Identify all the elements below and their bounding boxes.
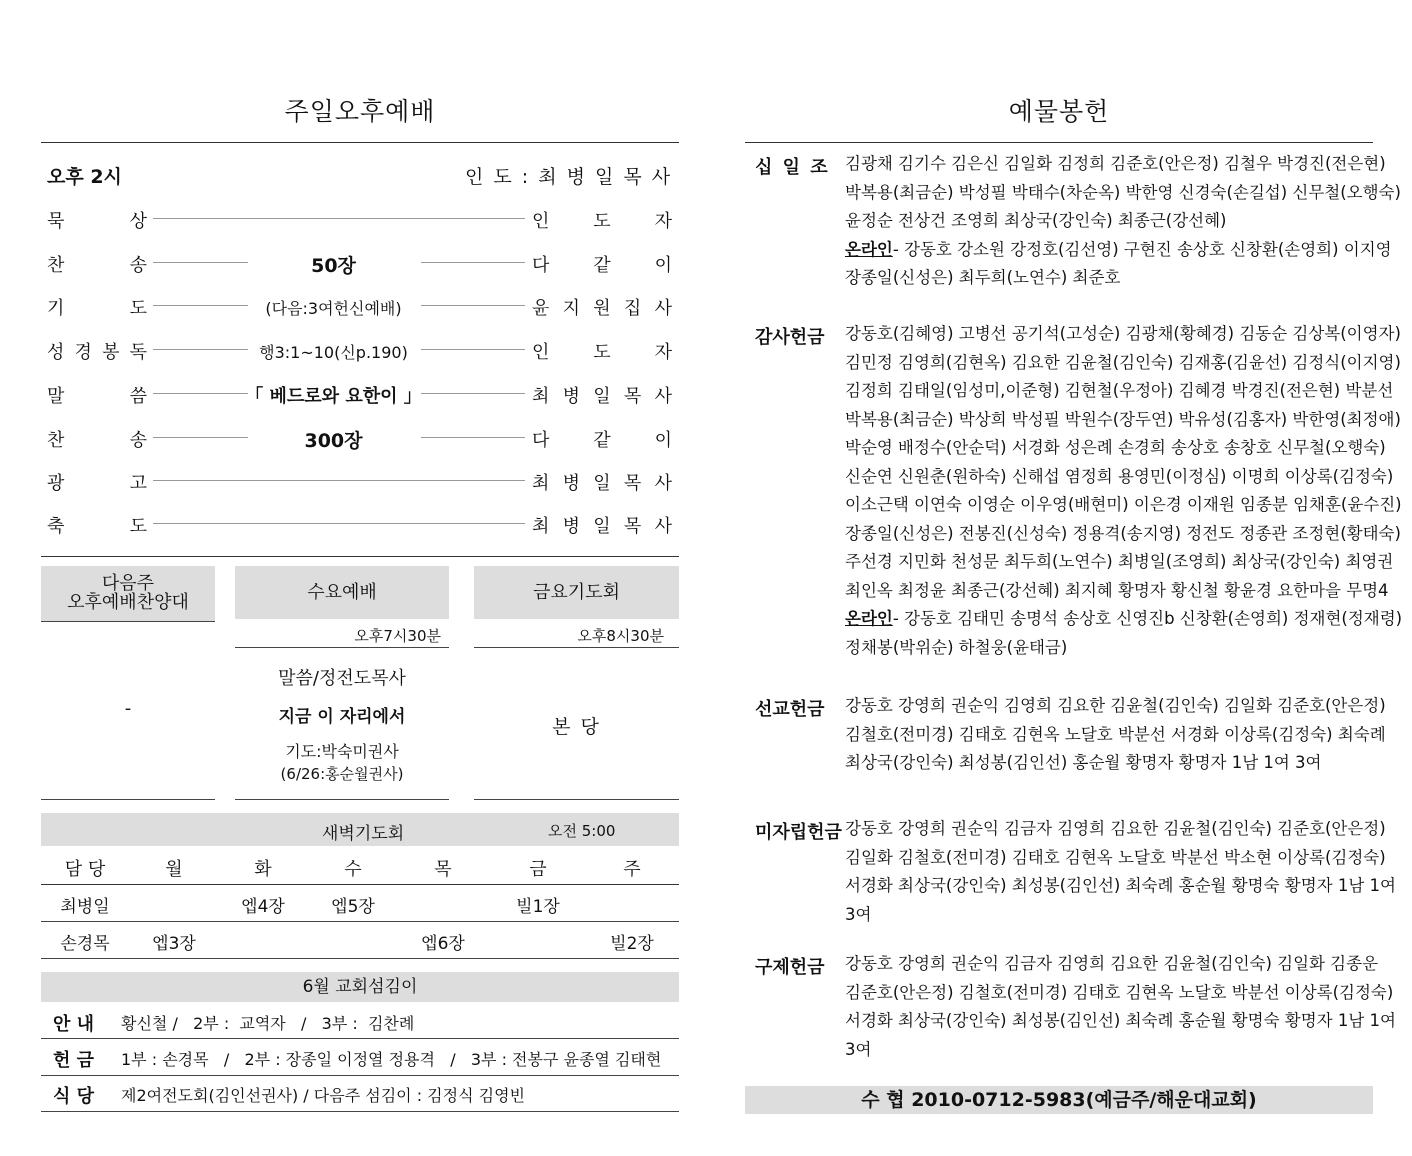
donor-line: 윤정순 전상건 조영희 최상국(강인숙) 최종근(강선혜) bbox=[845, 211, 1227, 230]
leader-line bbox=[153, 218, 525, 219]
servant-row-rule bbox=[41, 1075, 679, 1076]
dawn-cell: 손경목 bbox=[60, 934, 110, 954]
service-leader: 인 도 : 최 병 일 목 사 bbox=[465, 166, 673, 188]
fri-place: 본 당 bbox=[552, 716, 601, 738]
donor-line: 김민정 김영희(김현옥) 김요한 김윤철(김인숙) 김재홍(김윤선) 김정식(이지영) bbox=[845, 352, 1401, 372]
service-row bbox=[41, 422, 679, 452]
online-donor-names: 정채봉(박위순) 하철웅(윤태금) bbox=[845, 637, 1068, 657]
donor-line: 강동호(김혜영) 고병선 공기석(고성순) 김광채(황혜경) 김동순 김상복(이영자) bbox=[845, 324, 1401, 343]
donor-line: 박순영 배정수(안순덕) 서경화 성은례 손경희 송상호 송창호 신무철(오행숙) bbox=[845, 438, 1386, 457]
dawn-cell: 엡3장 bbox=[152, 934, 196, 954]
left-title-rule bbox=[41, 142, 679, 143]
dawn-header-cell: 목 bbox=[434, 859, 452, 880]
leader-line bbox=[421, 305, 525, 306]
wed-preacher: 말씀/정전도목사 bbox=[278, 668, 406, 689]
wed-prayer-next: (6/26:홍순월권사) bbox=[280, 765, 404, 783]
service-row bbox=[41, 334, 679, 364]
service-row-person: 다 같 이 bbox=[532, 255, 672, 276]
donor-line: 박복용(최금순) 박성필 박태수(차순옥) 박한영 신경숙(손길섭) 신무철(오행숙) bbox=[845, 182, 1401, 202]
donor-line: 김광채 김기수 김은신 김일화 김정희 김준호(안은정) 김철우 박경진(전은현) bbox=[845, 154, 1386, 173]
choir-header-rule bbox=[41, 621, 215, 622]
right-title: 예물봉헌 bbox=[1008, 97, 1110, 126]
offering-donors bbox=[845, 320, 1403, 662]
leader-line bbox=[153, 523, 525, 524]
donor-line: 주선경 지민화 천성문 최두희(노연수) 최병일(조영희) 최상국(강인숙) 최영권 bbox=[845, 552, 1394, 571]
dawn-title: 새벽기도회 bbox=[322, 824, 405, 844]
dawn-cell: 엡5장 bbox=[331, 897, 375, 917]
wed-header: 수요예배 bbox=[235, 566, 449, 619]
dawn-header-cell: 금 bbox=[529, 859, 547, 880]
offering-donors bbox=[845, 150, 1401, 293]
leader-line bbox=[153, 437, 248, 438]
donor-line: 3여 bbox=[845, 1039, 872, 1059]
online-donor-line bbox=[845, 264, 1365, 293]
service-row-label: 성 경 봉 독 bbox=[47, 342, 147, 363]
offering-donors bbox=[845, 950, 1396, 1064]
service-time: 오후 2시 bbox=[47, 166, 122, 188]
right-title-rule bbox=[745, 142, 1373, 143]
wed-prayer: 기도:박숙미권사 bbox=[285, 742, 399, 761]
fri-header: 금요기도회 bbox=[474, 566, 679, 619]
servants-title: 6월 교회섬김이 bbox=[41, 972, 679, 1002]
choir-header bbox=[41, 566, 215, 621]
online-donor-line bbox=[845, 236, 1392, 265]
donor-line: 김준호(안은정) 김철호(전미경) 김태호 김현옥 노달호 박분선 이상록(김정숙) bbox=[845, 982, 1394, 1002]
servant-row-rule bbox=[41, 1111, 679, 1112]
donor-line: 강동호 강영희 권순익 김영희 김요한 김윤철(김인숙) 김일화 김준호(안은정) bbox=[845, 696, 1386, 715]
leader-line bbox=[153, 349, 248, 350]
leader-line bbox=[153, 262, 248, 263]
service-row bbox=[41, 290, 679, 320]
fri-time-rule bbox=[474, 647, 679, 648]
dawn-row-rule bbox=[41, 884, 679, 885]
wed-bottom-rule bbox=[235, 799, 449, 800]
service-row-detail: 50장 bbox=[311, 255, 356, 277]
donor-line: 장종일(신성은) 전봉진(신성숙) 정용격(송지영) 정전도 정종관 조정현(황태숙) bbox=[845, 523, 1401, 543]
leader-line bbox=[421, 437, 525, 438]
offering-category: 십 일 조 bbox=[755, 157, 830, 178]
fri-time: 오후8시30분 bbox=[577, 627, 664, 645]
service-row-person: 인 도 자 bbox=[532, 342, 672, 363]
service-row-label: 찬 송 bbox=[47, 255, 147, 276]
donor-line: 서경화 최상국(강인숙) 최성봉(김인선) 최숙례 홍순월 황명숙 황명자 1남 1여 bbox=[845, 1011, 1396, 1030]
fri-bottom-rule bbox=[474, 799, 679, 800]
choir-value: - bbox=[124, 698, 132, 719]
online-donor-names: - 강동호 김태민 송명석 송상호 신영진b 신창환(손영희) 정재현(정재령) bbox=[892, 609, 1403, 628]
offering-category: 감사헌금 bbox=[755, 327, 825, 348]
service-row-label: 광 고 bbox=[47, 473, 147, 494]
servant-names: 1부 : 손경목 / 2부 : 장종일 이정열 정용격 / 3부 : 전봉구 윤종열 김태현 bbox=[121, 1050, 662, 1069]
dawn-header-cell: 수 bbox=[344, 859, 362, 880]
choir-title-line2: 오후예배찬양대 bbox=[67, 592, 189, 613]
dawn-header-cell: 담 당 bbox=[64, 859, 106, 880]
online-donor-names: - 강동호 강소원 강정호(김선영) 구현진 송상호 신창환(손영희) 이지영 bbox=[892, 239, 1392, 259]
servant-names: 제2여전도회(김인선권사) / 다음주 섬김이 : 김정식 김영빈 bbox=[121, 1086, 525, 1105]
dawn-time: 오전 5:00 bbox=[548, 822, 616, 840]
dawn-row-rule bbox=[41, 958, 679, 959]
donor-line: 신순연 신원춘(원하숙) 신해섭 염정희 용영민(이정심) 이명희 이상록(김정숙) bbox=[845, 466, 1394, 486]
dawn-header-cell: 화 bbox=[254, 859, 272, 880]
service-row bbox=[41, 203, 679, 233]
service-row bbox=[41, 465, 679, 495]
donor-line: 이소근택 이연숙 이영순 이우영(배현미) 이은경 이재원 임종분 임채훈(윤수진) bbox=[845, 495, 1402, 514]
leader-line bbox=[153, 305, 248, 306]
offering-donors bbox=[845, 692, 1386, 778]
leader-line bbox=[153, 480, 525, 481]
service-row bbox=[41, 378, 679, 408]
service-row bbox=[41, 508, 679, 538]
dawn-cell: 빌2장 bbox=[610, 934, 654, 954]
donor-line: 최상국(강인숙) 최성봉(김인선) 홍순월 황명자 황명자 1남 1여 3여 bbox=[845, 753, 1322, 772]
online-label: 온라인 bbox=[845, 609, 893, 628]
offering-category: 미자립헌금 bbox=[755, 822, 842, 843]
service-row-detail: 「 베드로와 요한이 」 bbox=[245, 386, 422, 407]
donor-line: 서경화 최상국(강인숙) 최성봉(김인선) 최숙례 홍순월 황명숙 황명자 1남 1여 bbox=[845, 876, 1396, 895]
service-row-label: 기 도 bbox=[47, 298, 147, 319]
donor-line: 강동호 강영희 권순익 김금자 김영희 김요한 김윤철(김인숙) 김일화 김종운 bbox=[845, 954, 1379, 973]
donor-line: 강동호 강영희 권순익 김금자 김영희 김요한 김윤철(김인숙) 김준호(안은정) bbox=[845, 819, 1386, 838]
online-donor-line bbox=[845, 605, 1403, 634]
choir-title-line1: 다음주 bbox=[101, 573, 155, 594]
leader-line bbox=[421, 393, 525, 394]
service-row-detail: 행3:1~10(신p.190) bbox=[259, 343, 408, 362]
choir-bottom-rule bbox=[41, 799, 215, 800]
service-row-label: 찬 송 bbox=[47, 430, 147, 451]
dawn-cell: 빌1장 bbox=[516, 897, 560, 917]
wed-time-rule bbox=[235, 647, 449, 648]
servant-role: 안 내 bbox=[53, 1014, 95, 1035]
service-row-person: 다 같 이 bbox=[532, 430, 672, 451]
wed-sermon-title: 지금 이 자리에서 bbox=[278, 707, 406, 727]
dawn-cell: 엡6장 bbox=[421, 934, 465, 954]
dawn-header-cell: 주 bbox=[623, 859, 641, 880]
leader-line bbox=[421, 349, 525, 350]
service-row-label: 축 도 bbox=[47, 516, 147, 537]
service-bottom-rule bbox=[41, 556, 679, 557]
service-row-label: 묵 상 bbox=[47, 211, 147, 232]
service-row-person: 최 병 일 목 사 bbox=[532, 386, 672, 407]
wed-time: 오후7시30분 bbox=[354, 627, 441, 645]
service-row-person: 최 병 일 목 사 bbox=[532, 516, 672, 537]
online-donor-line bbox=[845, 634, 1365, 663]
dawn-row-rule bbox=[41, 921, 679, 922]
service-row bbox=[41, 247, 679, 277]
donor-line: 김철호(전미경) 김태호 김현옥 노달호 박분선 서경화 이상록(김정숙) 최숙례 bbox=[845, 724, 1386, 744]
service-row-person: 최 병 일 목 사 bbox=[532, 473, 672, 494]
servant-role: 헌 금 bbox=[53, 1050, 95, 1071]
servant-row-rule bbox=[41, 1038, 679, 1039]
offering-category: 구제헌금 bbox=[755, 957, 825, 978]
left-title: 주일오후예배 bbox=[284, 97, 436, 126]
servant-role: 식 당 bbox=[53, 1086, 95, 1107]
donor-line: 김일화 김철호(전미경) 김태호 김현옥 노달호 박분선 박소현 이상록(김정숙) bbox=[845, 847, 1386, 867]
offering-category: 선교헌금 bbox=[755, 699, 825, 720]
dawn-header-cell: 월 bbox=[165, 859, 183, 880]
donor-line: 박복용(최금순) 박상희 박성필 박원수(장두연) 박유성(김홍자) 박한영(최정애) bbox=[845, 409, 1401, 429]
online-donor-names: 장종일(신성은) 최두희(노연수) 최준호 bbox=[845, 268, 1121, 287]
leader-line bbox=[421, 262, 525, 263]
donor-line: 3여 bbox=[845, 904, 872, 924]
online-label: 온라인 bbox=[845, 239, 893, 259]
bank-account: 수 협 2010-0712-5983(예금주/해운대교회) bbox=[745, 1086, 1373, 1114]
service-row-label: 말 씀 bbox=[47, 386, 147, 407]
donor-line: 김정희 김태일(임성미,이준형) 김현철(우정아) 김혜경 박경진(전은현) 박분선 bbox=[845, 381, 1394, 400]
service-row-detail: (다음:3여헌신예배) bbox=[265, 299, 402, 318]
service-row-person: 윤 지 원 집 사 bbox=[532, 298, 672, 319]
servant-names: 황신철 / 2부 : 교역자 / 3부 : 김찬례 bbox=[121, 1014, 415, 1033]
leader-line bbox=[153, 393, 248, 394]
offering-donors bbox=[845, 815, 1396, 929]
dawn-cell: 엡4장 bbox=[241, 897, 285, 917]
service-row-person: 인 도 자 bbox=[532, 211, 672, 232]
donor-line: 최인옥 최정윤 최종근(강선혜) 최지혜 황명자 황신철 황윤경 요한마을 무명4 bbox=[845, 580, 1389, 600]
service-row-detail: 300장 bbox=[304, 430, 363, 452]
dawn-cell: 최병일 bbox=[60, 897, 110, 917]
